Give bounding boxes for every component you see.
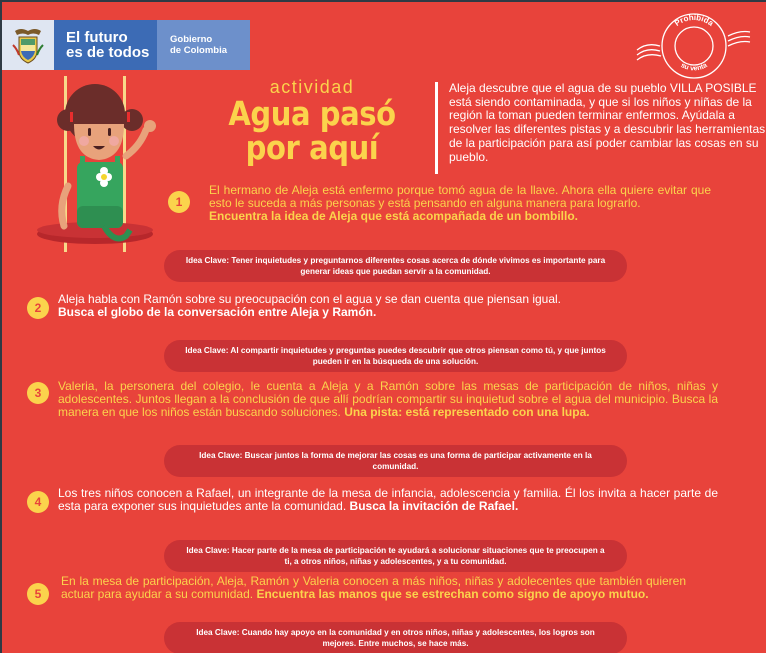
aleja-on-swing-illustration: [22, 76, 172, 252]
step-text: [209, 184, 711, 224]
slogan-block: [54, 20, 157, 70]
idea-clave-pill: Idea Clave: Cuando hay apoyo en la comunidad y en otros niños, niñas y adolescentes, los logros son mejores. Entre muchos, se hace más.: [164, 622, 627, 653]
step-number-badge: 1: [168, 191, 190, 213]
activity-title: [202, 77, 422, 165]
step-hint: Una pista: está representado con una lupa.: [344, 405, 590, 420]
step-number-badge: 2: [27, 297, 49, 319]
step-description: Aleja habla con Ramón sobre su preocupación con el agua y se dan cuenta que piensan igual.: [58, 292, 562, 306]
idea-clave-pill: Idea Clave: Buscar juntos la forma de mejorar las cosas es una forma de participar activamente en la comunidad.: [164, 445, 627, 477]
step-hint: Encuentra las manos que se estrechan como signo de apoyo mutuo.: [256, 587, 649, 602]
step-text: [58, 487, 718, 513]
step-number-badge: 5: [27, 583, 49, 605]
gobierno-block: [157, 20, 250, 70]
prohibida-su-venta-stamp-icon: [632, 10, 757, 82]
step-description: Los tres niños conocen a Rafael, un integrante de la mesa de infancia, adolescencia y familia. Él los invita a hacer parte de esta para exponer sus inquietudes ante la comunidad.: [58, 486, 718, 514]
title-line-2: por aquí: [245, 128, 379, 167]
svg-text:Prohibida: Prohibida: [672, 12, 716, 28]
step-text: [58, 380, 718, 420]
svg-text:su venta: su venta: [679, 61, 709, 73]
gov-line-1: Gobierno: [170, 34, 213, 45]
government-banner: [2, 20, 250, 70]
title-kicker: actividad: [269, 77, 355, 97]
step-text: [58, 293, 728, 319]
step-number-badge: 4: [27, 491, 49, 513]
slogan-line-1: El futuro: [66, 29, 128, 46]
slogan-line-2: es de todos: [66, 44, 150, 61]
step-hint: Encuentra la idea de Aleja que está acompañada de un bombillo.: [209, 209, 578, 224]
intro-paragraph: Aleja descubre que el agua de su pueblo VILLA POSIBLE está siendo contaminada, y que si los niños y niñas de la región la toman pueden terminar enfermos. Ayúdala a resolver las diferentes pistas y a descubrir las herramientas de la participación para así poder cambiar las cosas en su pueblo.: [449, 81, 766, 164]
idea-clave-pill: Idea Clave: Al compartir inquietudes y preguntas puedes descubrir que otros piensan como tú, y que juntos pueden ir en la búsqueda de una solución.: [164, 340, 627, 372]
gov-line-2: de Colombia: [170, 45, 228, 56]
step-hint: Busca el globo de la conversación entre Aleja y Ramón.: [58, 305, 377, 320]
activity-page: [2, 2, 766, 653]
step-description: Valeria, la personera del colegio, le cuenta a Aleja y a Ramón sobre las mesas de participación de niños, niñas y adolescentes. Juntos llegan a la conclusión de que allí podrían compartir su inquietud sobre el agua del municipio. Busca la manera en que los niños están buscando soluciones.: [58, 379, 718, 420]
title-line-1: Agua pasó: [228, 94, 396, 133]
step-description: En la mesa de participación, Aleja, Ramón y Valeria conocen a más niños, niñas y adolecentes que también quieren actuar para ayudar a su comunidad.: [61, 574, 686, 602]
step-hint: Busca la invitación de Rafael.: [349, 499, 519, 514]
idea-clave-pill: Idea Clave: Tener inquietudes y preguntarnos diferentes cosas acerca de dónde vivimos es importante para generar ideas que puedan servir a la comunidad.: [164, 250, 627, 282]
colombia-coat-of-arms-icon: [2, 20, 54, 70]
intro-divider: [435, 82, 438, 174]
step-text: [61, 575, 686, 601]
step-description: El hermano de Aleja está enfermo porque tomó agua de la llave. Ahora ella quiere evitar que esto le suceda a más personas y está pensando en alguna manera para lograrlo.: [209, 183, 711, 211]
idea-clave-pill: Idea Clave: Hacer parte de la mesa de participación te ayudará a solucionar situaciones que te preocupen a ti, a otros niños, niñas y adolescentes, y a tu comunidad.: [164, 540, 627, 572]
step-number-badge: 3: [27, 382, 49, 404]
